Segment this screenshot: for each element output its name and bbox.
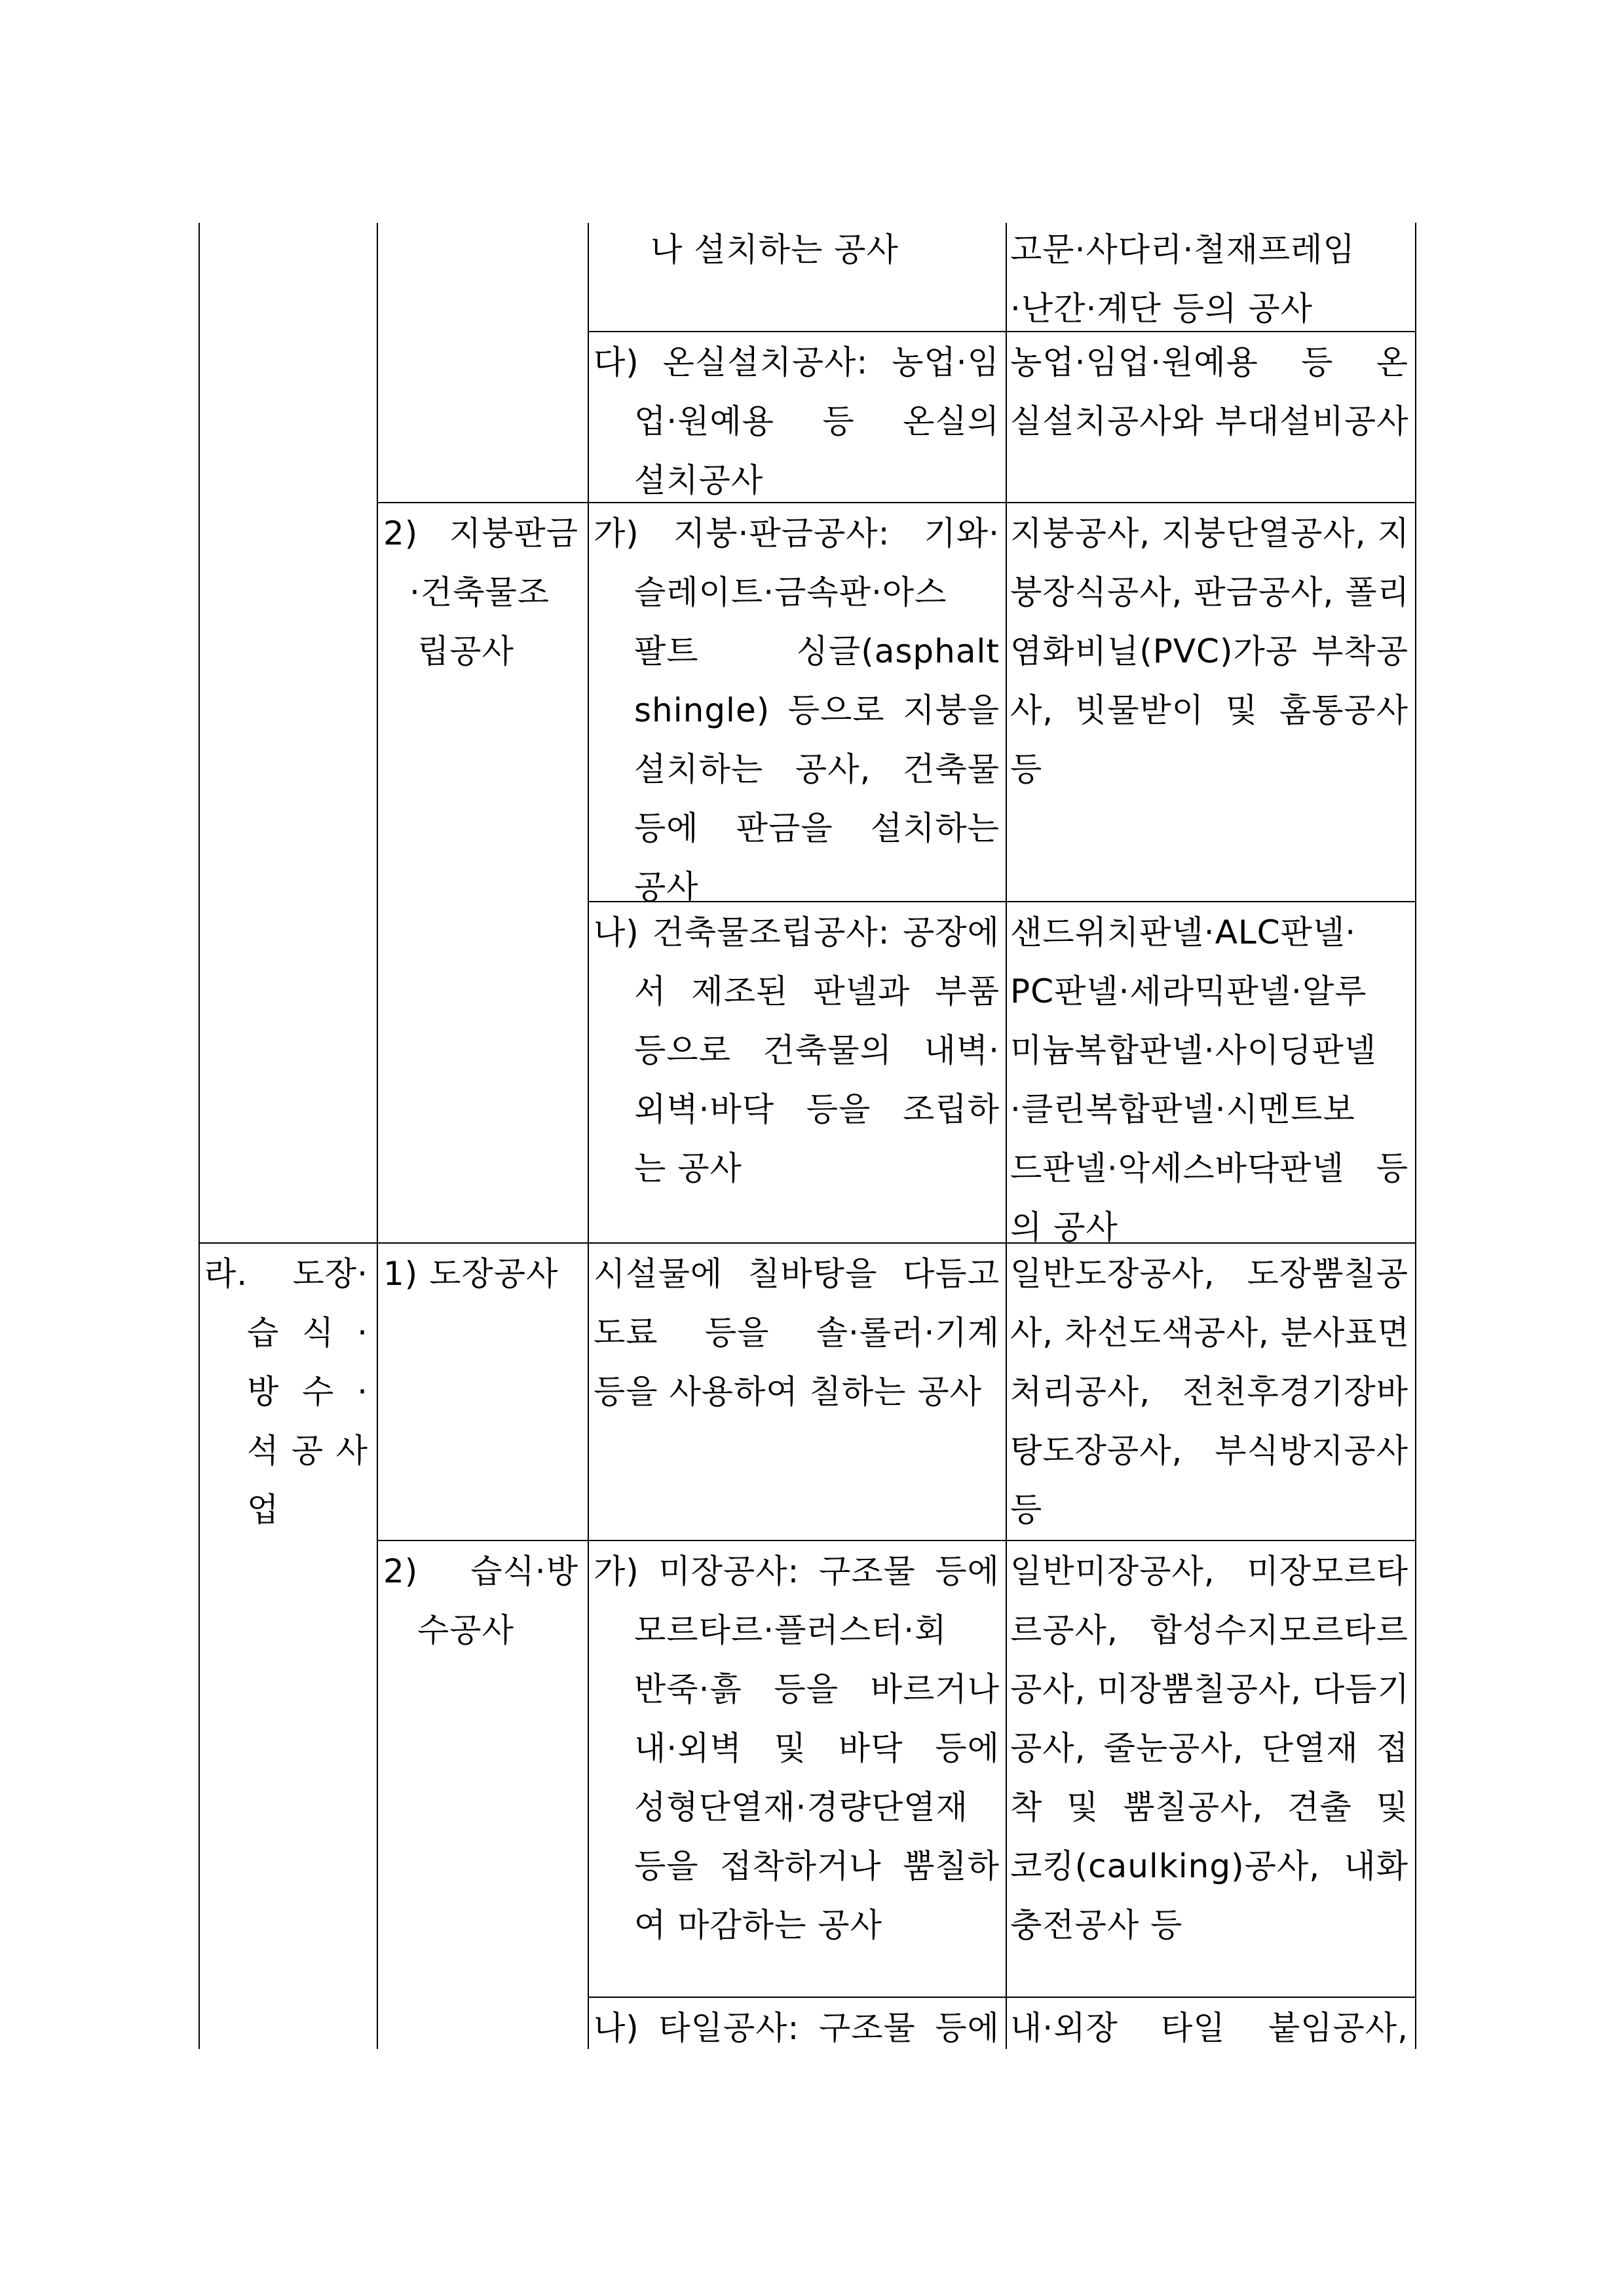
cell-line: 도료 등을 솔·롤러·기계 xyxy=(594,1314,1000,1352)
cell-line: 석 공 사 xyxy=(247,1432,368,1470)
cell-line: 공사, 미장뿜칠공사, 다듬기 xyxy=(1010,1670,1410,1708)
cell-line: 가) 미장공사: 구조물 등에 xyxy=(594,1552,1000,1590)
table-cell-category xyxy=(204,1244,368,1539)
cell-line: 등 xyxy=(1010,1491,1043,1529)
cell-line: 서 제조된 판넬과 부품 xyxy=(634,972,1000,1010)
cell-line: 등을 사용하여 칠하는 공사 xyxy=(594,1373,982,1411)
cell-line: 코킹(caulking)공사, 내화 xyxy=(1010,1847,1408,1885)
cell-line: 2) 습식·방 xyxy=(383,1552,578,1590)
cell-line: 성형단열재·경량단열재 xyxy=(634,1788,968,1826)
cell-line: 염화비닐(PVC)가공 부착공 xyxy=(1010,632,1408,670)
cell-line: 등에 판금을 설치하는 xyxy=(634,809,1000,847)
table-cell-example xyxy=(1010,903,1408,1257)
cell-line: 2) 지붕판금 xyxy=(383,514,578,552)
cell-line: 붕장식공사, 판금공사, 폴리 xyxy=(1010,573,1410,611)
cell-line: 샌드위치판넬·ALC판넬· xyxy=(1010,913,1357,951)
table-cell-detail xyxy=(594,504,1000,917)
table-cell-example xyxy=(1010,1244,1408,1539)
table-cell-detail xyxy=(594,1244,1000,1421)
cell-line: 방 수 · xyxy=(247,1373,368,1411)
cell-line: 처리공사, 전천후경기장바 xyxy=(1010,1373,1408,1411)
cell-line: 일반미장공사, 미장모르타 xyxy=(1010,1552,1408,1590)
cell-line: 나) 건축물조립공사: 공장에 xyxy=(594,913,1000,951)
column-divider-2 xyxy=(588,223,589,2049)
cell-line: 르공사, 합성수지모르타르 xyxy=(1010,1611,1408,1649)
table-cell-subcategory xyxy=(383,504,578,681)
cell-line: 등으로 건축물의 내벽· xyxy=(634,1031,1000,1069)
cell-line: 설치공사 xyxy=(634,461,764,499)
table-cell-example xyxy=(1010,1542,1408,1955)
cell-line: 내·외벽 및 바닥 등에 xyxy=(634,1729,1000,1767)
cell-line: 시설물에 칠바탕을 다듬고 xyxy=(594,1255,1000,1293)
cell-line: 나 설치하는 공사 xyxy=(651,231,899,269)
cell-line: 업 xyxy=(247,1491,280,1529)
row-separator xyxy=(377,1540,1416,1541)
table-cell-detail xyxy=(594,1999,1000,2057)
cell-line: 착 및 뿜칠공사, 견출 및 xyxy=(1010,1788,1408,1826)
cell-line: 의 공사 xyxy=(1010,1208,1118,1246)
cell-line: 실설치공사와 부대설비공사 xyxy=(1010,402,1409,440)
cell-line: 탕도장공사, 부식방지공사 xyxy=(1010,1432,1408,1470)
table-border-right xyxy=(1415,223,1416,2049)
table-cell-subcategory xyxy=(383,1542,578,1660)
cell-line: 나) 타일공사: 구조물 등에 xyxy=(594,2009,1000,2047)
cell-line: 사, 빗물받이 및 홈통공사 xyxy=(1010,691,1408,729)
cell-line: 등 xyxy=(1010,750,1043,788)
cell-line: 수공사 xyxy=(417,1611,514,1649)
table-cell-detail xyxy=(594,903,1000,1198)
cell-line: 여 마감하는 공사 xyxy=(634,1906,882,1944)
cell-line: 는 공사 xyxy=(634,1149,742,1187)
cell-line: 반죽·흙 등을 바르거나 xyxy=(634,1670,1000,1708)
cell-line: 슬레이트·금속판·아스 xyxy=(634,573,947,611)
cell-line: 다) 온실설치공사: 농업·임 xyxy=(594,343,1000,381)
cell-line: 외벽·바닥 등을 조립하 xyxy=(634,1090,1000,1128)
column-divider-1 xyxy=(377,223,378,2049)
cell-line: ·건축물조 xyxy=(409,573,550,611)
cell-line: ·클린복합판넬·시멘트보 xyxy=(1010,1090,1355,1128)
table-border-left xyxy=(198,223,200,2049)
cell-line: 모르타르·플러스터·회 xyxy=(634,1611,947,1649)
cell-line: 사, 차선도색공사, 분사표면 xyxy=(1010,1314,1410,1352)
cell-line: 팔트 싱글(asphalt xyxy=(634,632,1000,670)
cell-line: 공사 xyxy=(634,868,699,906)
table-cell-example xyxy=(1010,220,1408,338)
cell-line: 1) 도장공사 xyxy=(383,1255,559,1293)
table-cell-example xyxy=(1010,504,1408,799)
cell-line: 지붕공사, 지붕단열공사, 지 xyxy=(1010,514,1410,552)
cell-line: 라. 도장· xyxy=(204,1255,368,1293)
cell-line: 설치하는 공사, 건축물 xyxy=(634,750,1000,788)
table-cell-example xyxy=(1010,1999,1408,2057)
cell-line: 일반도장공사, 도장뿜칠공 xyxy=(1010,1255,1408,1293)
column-divider-3 xyxy=(1006,223,1007,2049)
cell-line: 고문·사다리·철재프레임 xyxy=(1010,231,1355,269)
cell-line: 공사, 줄눈공사, 단열재 접 xyxy=(1010,1729,1408,1767)
cell-line: shingle) 등으로 지붕을 xyxy=(634,691,1000,729)
cell-line: 농업·임업·원예용 등 온 xyxy=(1010,343,1408,381)
cell-line: ·난간·계단 등의 공사 xyxy=(1010,290,1313,328)
cell-line: 습 식 · xyxy=(247,1314,368,1352)
cell-line: 내·외장 타일 붙임공사, xyxy=(1010,2009,1408,2047)
cell-line: PC판넬·세라믹판넬·알루 xyxy=(1010,972,1367,1010)
table-cell-detail xyxy=(594,333,1000,510)
cell-line: 업·원예용 등 온실의 xyxy=(634,402,1000,440)
cell-line: 등을 접착하거나 뿜칠하 xyxy=(634,1847,1000,1885)
cell-line: 드판넬·악세스바닥판넬 등 xyxy=(1010,1149,1408,1187)
table-cell-detail xyxy=(594,1542,1000,1955)
cell-line: 충전공사 등 xyxy=(1010,1906,1183,1944)
row-separator xyxy=(588,1997,1416,1998)
table-cell-detail xyxy=(651,220,998,279)
cell-line: 가) 지붕·판금공사: 기와· xyxy=(594,514,1000,552)
cell-line: 립공사 xyxy=(417,632,514,670)
table-cell-example xyxy=(1010,333,1408,451)
cell-line: 미늄복합판넬·사이딩판넬 xyxy=(1010,1031,1377,1069)
table-cell-subcategory xyxy=(383,1244,578,1303)
